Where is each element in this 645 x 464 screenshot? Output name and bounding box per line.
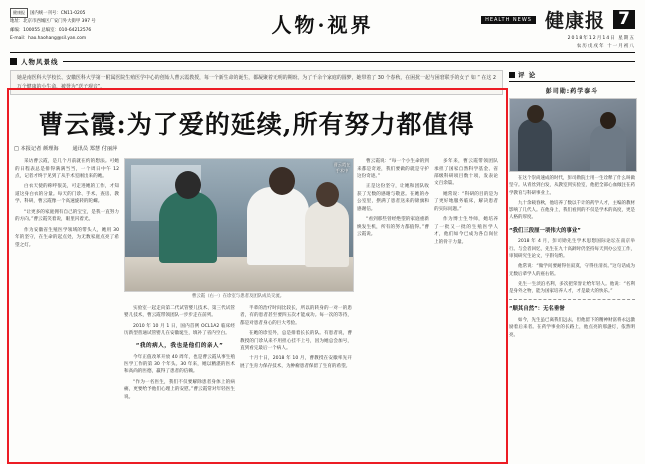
paragraph: 采访曹云霞，是几个月前就在约的想法。可她的日程表总是排得满满当当，一个周日中午 12 点，记者才终于见到了从手术室刚出来的她。 — [15, 159, 119, 180]
byline-correspondent: 通讯员 郑慧 付丽萍 — [72, 146, 118, 153]
sidebar-photo-person-left-body — [518, 119, 552, 171]
article-columns — [10, 158, 503, 404]
paragraph: 2018 年 4 月，彭司勋先生学术思想国际论坛在南京举行。与会者回忆，先生在九十高龄时仍坚持每天到办公室工作，审阅研究生论文，字斟句酌。 — [509, 239, 635, 259]
page-body — [10, 70, 635, 462]
masthead-left-line-0: 国内统一刊号：CN11-0205 — [30, 11, 86, 16]
paragraph: 如今，先生虽已离我们远去，但他留下的精神财富将永远激励着后来者。在药学事业的长路上，他点亮的那盏灯，依然明亮。 — [509, 318, 635, 338]
masthead-badge: 健康报 — [10, 8, 28, 18]
sidebar-photo-person-left-head — [527, 105, 544, 123]
masthead-left-line-4: E-mail：hao.haohang@sil.yan.com — [10, 36, 87, 42]
paragraph: “看到那些曾经绝望的家庭重新焕发生机，所有的努力都值得。”曹云霞说。 — [357, 217, 429, 238]
paragraph: 2010 年 10 月 1 日，国内首例 OCL1A2 临床经历新型普通试管婴儿在安徽诞生，填补了省内空白。 — [124, 323, 235, 337]
masthead-date-lunar: 农历戊戌年 十一月初八 — [576, 44, 635, 49]
paragraph: 今年正值改革开放 40 周年，也是曹云霞从事生殖医学工作的第 30 个年头。30 年来，她以精湛的医术和高尚的医德，赢得了患者的信赖。 — [124, 354, 235, 375]
paragraph: 白衣天使的称呼很美，可走进她的工作，才知道这身白衣的分量。每天的门诊、手术、查房、教学、科研，曹云霞像一个高速旋转的陀螺。 — [15, 184, 119, 205]
section-rule — [63, 61, 636, 62]
byline-reporter: □ 本报记者 颜理海 — [14, 146, 59, 153]
sidebar-title: 评 论 — [518, 71, 537, 79]
sidebar-title-bar — [509, 70, 635, 82]
masthead-date: 2018年12月14日 星期五 — [567, 36, 635, 41]
paragraph: 先生一生淡泊名利，多次把荣誉让给年轻人。他说：“名利是身外之物，能为国家培养人才，才是最大的快乐。” — [509, 281, 635, 295]
masthead-left-line-2: 地址：北京市西城区广安门外大街甲 397 号 — [10, 19, 96, 25]
paragraph: 曹云霞说：“每一个小生命的到来都是奇迹，我们要做的就是守护这份奇迹。” — [357, 159, 429, 180]
section-label-text: 人物风景线 — [21, 58, 59, 66]
sidebar-marker-icon — [509, 72, 515, 78]
paper-name: 健康报 — [545, 10, 606, 32]
masthead — [10, 6, 635, 53]
paragraph: 十月十日，2018 年 10 月，曹教授在安徽率先开展了生育力保存技术，为肿瘤患者保留了生育的希望。 — [240, 356, 352, 369]
sidebar-article-title: 彭司勋:药学泰斗 — [545, 88, 599, 95]
paragraph: 作为安徽省生殖医学领域的带头人，她用 30 年的坚守，在生命的起点处，为无数家庭点亮了希望之灯。 — [15, 227, 119, 248]
section-label — [10, 57, 635, 66]
paragraph: 作为博士生导师，她培养了一批又一批的生殖医学人才，他们如今已成为各自岗位上的骨干力量。 — [434, 217, 498, 245]
photo-person-left-body — [159, 191, 217, 263]
photo-person-right-body — [305, 201, 349, 267]
photo-person-center-body — [247, 187, 309, 265]
photo-person-left-head — [175, 171, 201, 199]
article-column-2 — [124, 158, 352, 404]
article-headline: 曹云霞:为了爱的延续,所有努力都值得 — [38, 110, 475, 140]
article-subhead: “我的病人，我也是他们的亲人” — [135, 342, 224, 349]
paragraph: 半辈的治疗时间比较长，所以的转身的一对一的患者，有的患者甚至要四五次才能成功。每一次的等待，都是对患者身心的巨大考验。 — [240, 305, 352, 326]
photo-inner-caption: 曹云霞在手术中 — [333, 162, 351, 174]
sidebar-photo — [509, 98, 637, 172]
page-number: 7 — [613, 10, 635, 29]
main-article — [10, 70, 503, 462]
paragraph: 九十余载春秋，他培养了数以千计的药学人才，主编的教材影响了几代人。在他身上，我们看到的不仅是学术的高度，更是人格的厚度。 — [509, 200, 635, 221]
paragraph: 多年来，曹云霞带领团队承担了国家自然科学基金、省部级科研项目数十项，发表论文百余篇。 — [434, 159, 498, 187]
paragraph: 实验室一起走向第二代试管婴儿技术、第三代试管婴儿技术，曹云霞带领团队一步步走在前列。 — [124, 305, 235, 319]
paragraph: 她常说：“科研的目的是为了更好地服务临床，解决患者的实际问题。” — [434, 191, 498, 212]
section-marker-icon — [10, 58, 17, 65]
paragraph: 在这个崇尚速成的时代，彭司勋院士用一生诠释了什么叫做坚守。从青丝到白发，从教室到实验室，他把全部心血倾注在药学教育与科研事业上。 — [509, 176, 635, 196]
article-byline — [14, 145, 499, 152]
sidebar-commentary — [509, 70, 635, 462]
masthead-right — [481, 6, 635, 49]
photo-person-center-head — [269, 167, 295, 195]
paragraph: 在她的诊室外，总是排着长长的队。有患者说，曹教授的门诊从来不用担心挂不上号，因为她总会加号，直到看完最后一个病人。 — [240, 331, 352, 351]
sidebar-text — [509, 175, 635, 339]
photo-caption: 曹云霞（右一）在诊室与患者及团队成员交流。 — [191, 294, 285, 300]
sidebar-photo-person-right-body — [590, 125, 626, 171]
lead-paragraph: 她是南医科大学校长、安徽医科大学第一附属医院生殖医学中心的创始人曹云霞教授，每一个新生命的诞生，都凝聚着无明的期盼。为了千余个家庭的圆梦，她带着了 30 个春秋，在困扰一起与困窘联手的女子 如 “ 在这 2 万个健康的小生命，被誉为“送子观音”。 — [10, 70, 503, 95]
sidebar-divider — [509, 299, 635, 300]
sidebar-subhead: “顺其自然”：无名垂誉 — [509, 306, 565, 313]
article-column-1 — [15, 158, 119, 404]
masthead-left-line-3: 邮编：100055 总编室：010-64212576 — [10, 27, 92, 33]
article-column-4 — [434, 158, 498, 404]
health-news-label: HEALTH NEWS — [481, 16, 536, 24]
page-title: 人物·视界 — [271, 13, 374, 37]
photo-person-right-head — [316, 182, 339, 207]
paragraph: 正是这份坚守，让她和团队收获了无数的感谢与敬意。在她的办公室里，摆满了患者送来的锦旗和感谢信。 — [357, 184, 429, 212]
paragraph: “作为一名医生，我们不仅要解除患者身体上的病痛，更要给予他们心理上的安慰。”曹云霞常对年轻医生说。 — [124, 379, 235, 400]
article-photo — [124, 158, 354, 292]
paragraph: “让更多的家庭拥有自己的宝宝，是我一直努力的方向。”曹云霞笑着说，眼里闪着光。 — [15, 209, 119, 223]
article-column-3 — [357, 158, 429, 404]
paragraph: 他常说：“做学问要耐得住寂寞，守得住清贫。”这句话成为无数后辈学人的座右铭。 — [509, 264, 635, 277]
sidebar-subhead: “我们三段厘一项伟大的事业” — [509, 227, 581, 234]
sidebar-photo-person-right-head — [600, 112, 616, 129]
